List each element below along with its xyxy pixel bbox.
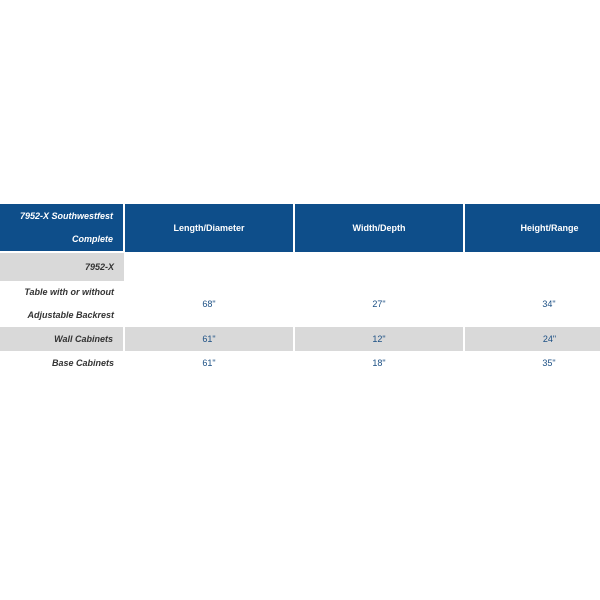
product-name-line1: 7952-X Southwestfest xyxy=(19,210,113,221)
table-row xyxy=(0,281,600,327)
length-value: 61" xyxy=(202,358,216,368)
width-value: 27" xyxy=(372,299,386,309)
width-value: 12" xyxy=(294,327,464,351)
dimensions-table xyxy=(0,204,600,375)
table-header-row xyxy=(0,204,600,252)
height-value: 24" xyxy=(464,327,600,351)
height-value: 34" xyxy=(542,299,556,309)
length-value: 68" xyxy=(202,299,216,309)
height-column-header: Height/Range xyxy=(464,204,600,252)
row-label xyxy=(0,281,124,327)
length-column-header: Length/Diameter xyxy=(124,204,294,252)
model-label: 7952-X xyxy=(0,252,124,281)
model-row xyxy=(0,252,600,281)
product-name-header xyxy=(0,204,124,252)
row-label-line1: Table with or without xyxy=(24,287,114,297)
height-value: 35" xyxy=(542,358,556,368)
row-label: Base Cabinets xyxy=(51,358,114,368)
row-label: Wall Cabinets xyxy=(0,327,124,351)
width-column-header: Width/Depth xyxy=(294,204,464,252)
table-row xyxy=(0,327,600,351)
product-name-line2: Complete xyxy=(71,233,113,244)
row-label-line2: Adjustable Backrest xyxy=(27,310,114,320)
width-value: 18" xyxy=(372,358,386,368)
length-value: 61" xyxy=(124,327,294,351)
table-row xyxy=(0,351,600,375)
